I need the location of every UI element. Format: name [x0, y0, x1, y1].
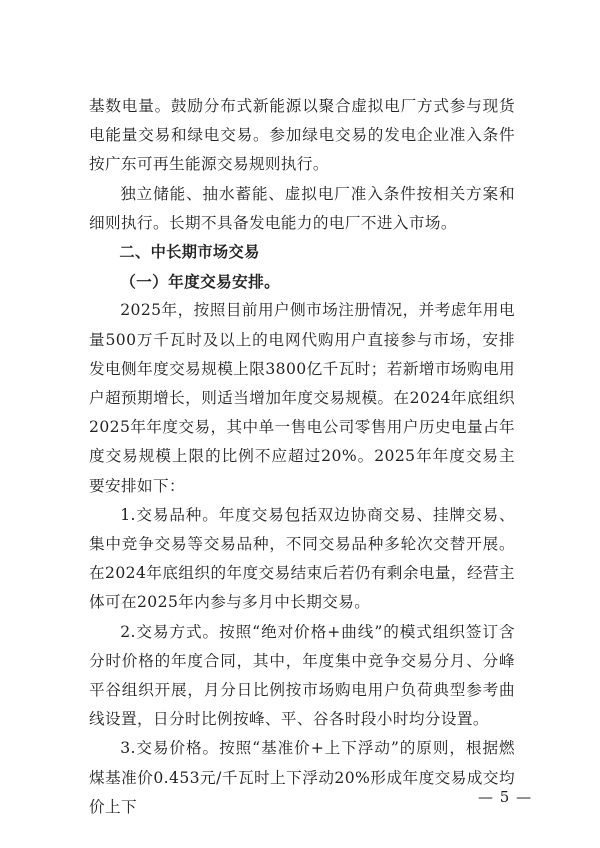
- paragraph-annual-scale: 2025年，按照目前用户侧市场注册情况，并考虑年用电量500万千瓦时及以上的电网代购用户直接参与市场，安排发电侧年度交易规模上限3800亿千瓦时；若新增市场购电用户超预期增长，则适当增加年度交易规模。在2024年底组织2025年年度交易，其中单一售电公司零售用户历史电量占年度交易规模上限的比例不应超过20%。2025年年度交易主要安排如下：: [89, 301, 515, 495]
- document-body: [89, 92, 515, 822]
- subsection-heading: （一）年度交易安排。: [120, 272, 281, 292]
- paragraph-continued: 基数电量。鼓励分布式新能源以聚合虚拟电厂方式参与现货电能量交易和绿电交易。参加绿电交易的发电企业准入条件按广东可再生能源交易规则执行。: [89, 97, 515, 174]
- paragraph-trade-method: 2.交易方式。按照“绝对价格+曲线”的模式组织签订含分时价格的年度合同，其中，年度集中竞争交易分月、分峰平谷组织开展，月分日比例按市场购电用户负荷典型参考曲线设置，日分时比例按峰、平、谷各时段小时均分设置。: [89, 622, 515, 729]
- section-heading: 二、中长期市场交易: [119, 243, 260, 262]
- paragraph-trade-types: 1.交易品种。年度交易包括双边协商交易、挂牌交易、集中竞争交易等交易品种，不同交易品种多轮次交替开展。在2024年底组织的年度交易结束后若仍有剩余电量，经营主体可在2025年内参与多月中长期交易。: [89, 505, 515, 612]
- page-number: — 5 —: [478, 788, 533, 806]
- paragraph-access-conditions: 独立储能、抽水蓄能、虚拟电厂准入条件按相关方案和细则执行。长期不具备发电能力的电厂不进入市场。: [89, 184, 515, 232]
- paragraph-trade-price: 3.交易价格。按照“基准价+上下浮动”的原则，根据燃煤基准价0.453元/千瓦时上下浮动20%形成年度交易成交均价上下: [89, 739, 515, 816]
